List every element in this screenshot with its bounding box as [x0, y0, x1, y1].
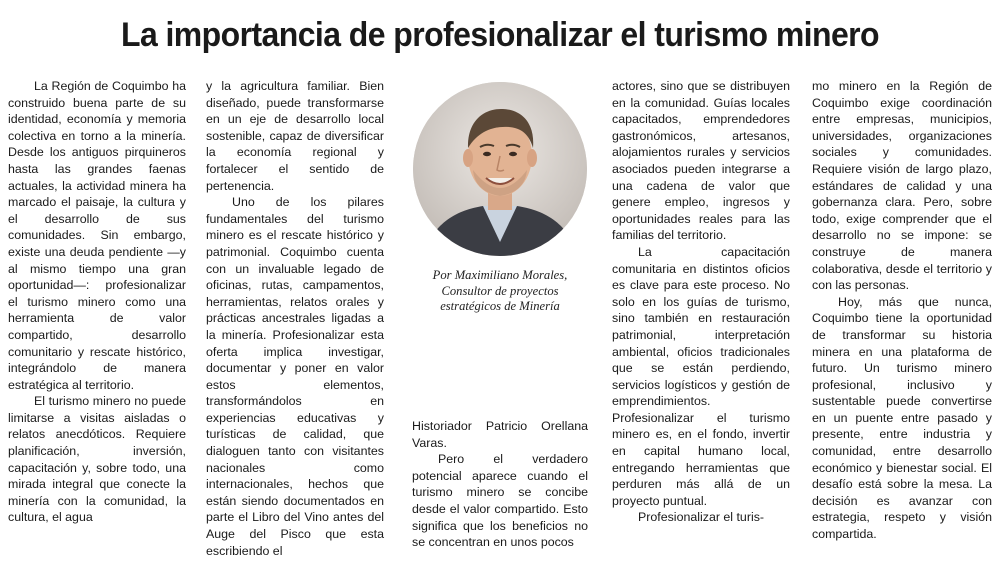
article-column-2 — [206, 78, 384, 559]
paragraph: Profesionalizar el turis- — [638, 510, 765, 525]
article-column-3 — [412, 418, 588, 551]
byline-role: estratégicos de Minería — [440, 299, 560, 313]
article-headline: La importancia de profesionalizar el turismo minero — [121, 16, 879, 54]
paragraph: Uno de los pilares fundamentales del turismo minero es el rescate histórico y patrimonial. Coquimbo cuenta con un invaluable legado de oficinas, rutas, campamentos, herramientas, relatos orales y prácticas ancestrales ligadas a la minería. Profesionalizar esta oferta implica investigar, documentar y poner en valor estos elementos, transformándolos en experiencias educativas y turísticas de calidad, que dialoguen tanto con visitantes nacionales como internacionales, hechos que están siendo documentados en parte el Libro del Vino antes del Auge del Pisco que esta escribiendo el — [206, 195, 384, 558]
author-portrait-image — [413, 82, 587, 256]
paragraph: Hoy, más que nunca, Coquimbo tiene la oportunidad de transformar su historia minera en una plataforma de futuro. Un turismo minero profesional, inclusivo y sustentable puede convertirse en un puente entre pasado y presente, entre industria y comunidad, entre desarrollo económico y bienestar social. El desafío está sobre la mesa. La decisión es avanzar con estrategia, respeto y visión compartida. — [812, 294, 992, 542]
author-byline — [410, 268, 590, 315]
article-column-1 — [8, 78, 186, 526]
paragraph: La capacitación comunitaria en distintos oficios es clave para este proceso. No solo en los guías de turismo, sino también en restauración patrimonial, interpretación ambiental, oficios tradicionales que se están perdiendo, servicios logísticos y gestión de emprendimientos. Profesionalizar el turismo minero es, en el fondo, invertir en capital humano local, entregando herramientas que perduren más allá de un proyecto puntual. — [612, 244, 790, 508]
article-column-4 — [612, 78, 790, 526]
byline-role: Consultor de proyectos — [441, 283, 559, 298]
article-column-5 — [812, 78, 992, 543]
paragraph: La Región de Coquimbo ha construido buena parte de su identidad, economía y memoria colectiva en torno a la minería. Desde los antiguos pirquineros hasta las grandes faenas actuales, la actividad minera ha marcado el paisaje, la cultura y el desarrollo de sus comunidades. Sin embargo, existe una deuda pendiente —y al mismo tiempo una gran oportunidad—: profesionalizar el turismo minero como una herramienta de valor compartido, desarrollo comunitario y rescate histórico, integrándolo de manera estratégica al territorio. — [8, 79, 186, 392]
author-photo — [413, 82, 587, 256]
paragraph: y la agricultura familiar. Bien diseñado, puede transformarse en un eje de desarrollo local sostenible, capaz de diversificar la economía regional y fortalecer el sentido de pertenencia. — [206, 79, 384, 193]
paragraph: mo minero en la Región de Coquimbo exige coordinación entre empresas, municipios, universidades, organizaciones sociales y comunidades. Requiere visión de largo plazo, estándares de calidad y una gobernanza clara. Pero, sobre todo, exige comprender que el desarrollo no se impone: se construye de manera colaborativa, desde el territorio y con las personas. — [812, 79, 992, 293]
paragraph: Pero el verdadero potencial aparece cuando el turismo minero se concibe desde el valor compartido. Esto significa que los beneficios no se concentran en unos pocos — [412, 452, 588, 550]
paragraph: Historiador Patricio Orellana Varas. — [412, 419, 588, 450]
paragraph: actores, sino que se distribuyen en la comunidad. Guías locales capacitados, emprendedores gastronómicos, artesanos, alojamientos rurales y servicios asociados pueden integrarse a una cadena de valor que genere empleo, ingresos y oportunidades reales para las familias del territorio. — [612, 79, 790, 243]
byline-author: Por Maximiliano Morales, — [432, 268, 568, 282]
paragraph: El turismo minero no puede limitarse a visitas aisladas o relatos anecdóticos. Requiere planificación, inversión, capacitación y, sobre todo, una mirada integral que conecte la minería con la comunidad, la cultura, el agua — [8, 394, 186, 525]
